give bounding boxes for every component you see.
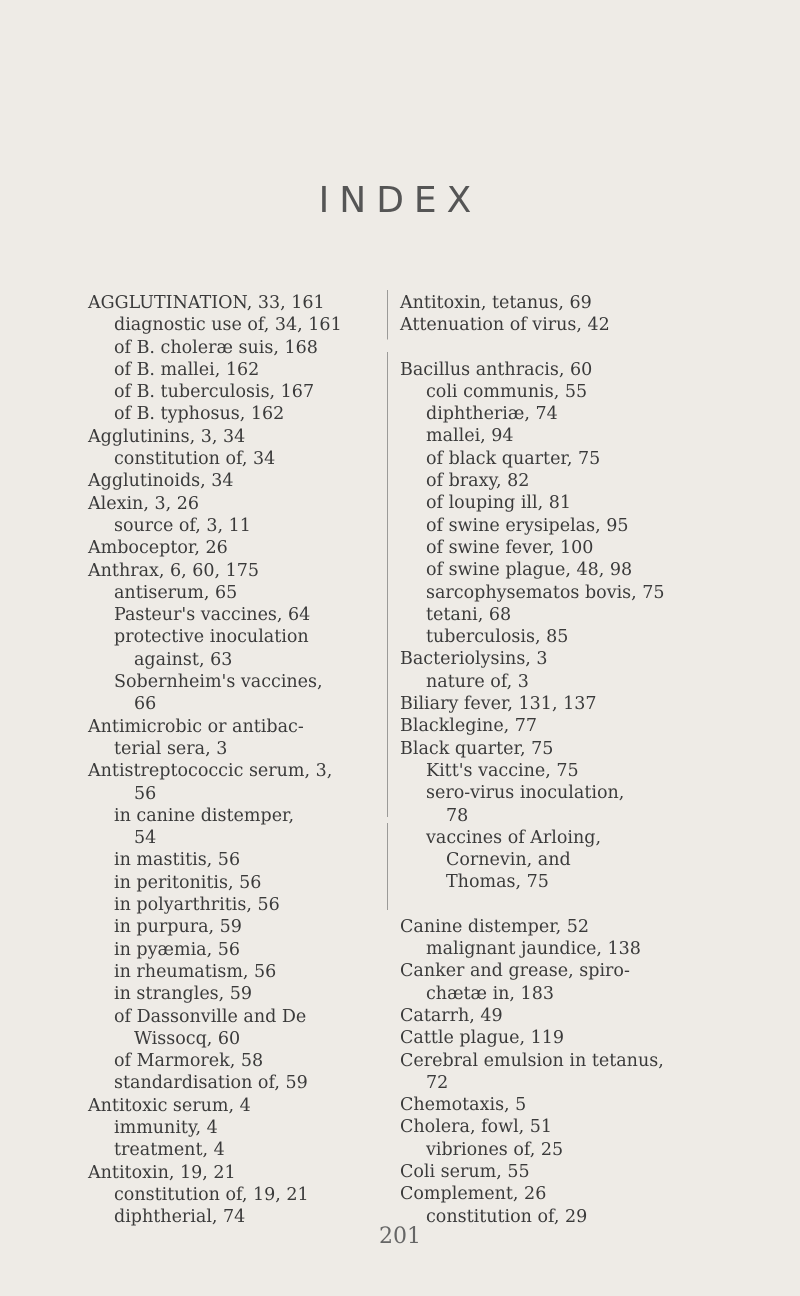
index-entry: Antitoxic serum, 4 bbox=[88, 1095, 251, 1116]
index-entry: malignant jaundice, 138 bbox=[426, 939, 641, 960]
index-entry: chætæ in, 183 bbox=[426, 983, 554, 1004]
index-entry: Bacillus anthracis, 60 bbox=[400, 359, 593, 380]
index-entry: Wissocq, 60 bbox=[134, 1028, 241, 1049]
index-entry: Antitoxin, tetanus, 69 bbox=[400, 293, 592, 313]
index-entry: of braxy, 82 bbox=[426, 471, 530, 492]
index-entry: of B. choleræ suis, 168 bbox=[114, 337, 318, 358]
index-entry: Sobernheim's vaccines, bbox=[114, 672, 323, 693]
index-entry: of swine erysipelas, 95 bbox=[426, 515, 629, 536]
index-entry: of swine fever, 100 bbox=[426, 537, 594, 558]
index-entry: nature of, 3 bbox=[426, 671, 529, 692]
index-entry: 78 bbox=[446, 805, 469, 826]
index-entry: in rheumatism, 56 bbox=[114, 961, 277, 982]
index-entry: Cerebral emulsion in tetanus, bbox=[400, 1050, 664, 1071]
index-entry: Alexin, 3, 26 bbox=[88, 493, 199, 514]
index-entry: Blacklegine, 77 bbox=[400, 716, 538, 737]
index-entry: constitution of, 29 bbox=[426, 1206, 588, 1227]
index-entry: Catarrh, 49 bbox=[400, 1005, 503, 1026]
index-entry: standardisation of, 59 bbox=[114, 1073, 308, 1094]
index-entry: diphtheriæ, 74 bbox=[426, 404, 558, 425]
index-entry: protective inoculation bbox=[114, 627, 309, 648]
index-entry: 56 bbox=[134, 783, 157, 804]
index-entry: Kitt's vaccine, 75 bbox=[426, 760, 579, 781]
index-entry: mallei, 94 bbox=[426, 426, 514, 447]
index-entry: in pyæmia, 56 bbox=[114, 939, 240, 960]
index-entry: Chemotaxis, 5 bbox=[400, 1095, 527, 1116]
index-entry: AGGLUTINATION, 33, 161 bbox=[88, 293, 325, 313]
spacer bbox=[400, 337, 740, 359]
index-column-right bbox=[400, 292, 740, 1228]
index-entry: in mastitis, 56 bbox=[114, 850, 241, 871]
page-title: INDEX bbox=[318, 180, 482, 221]
index-entry: coli communis, 55 bbox=[426, 381, 588, 402]
index-entry: in peritonitis, 56 bbox=[114, 872, 262, 893]
index-column-left bbox=[88, 292, 388, 1228]
index-entry: Canker and grease, spiro- bbox=[400, 961, 630, 982]
index-entry: source of, 3, 11 bbox=[114, 515, 251, 536]
index-entry: Biliary fever, 131, 137 bbox=[400, 694, 597, 715]
index-entry: Antimicrobic or antibac- bbox=[88, 716, 304, 737]
index-entry: Pasteur's vaccines, 64 bbox=[114, 605, 311, 626]
index-entry: Complement, 26 bbox=[400, 1184, 547, 1205]
index-entry: Attenuation of virus, 42 bbox=[400, 315, 610, 336]
index-entry: of B. mallei, 162 bbox=[114, 359, 260, 380]
index-entry: constitution of, 19, 21 bbox=[114, 1184, 309, 1205]
index-entry: terial sera, 3 bbox=[114, 738, 228, 759]
index-entry: Anthrax, 6, 60, 175 bbox=[88, 560, 260, 581]
index-entry: immunity, 4 bbox=[114, 1117, 218, 1138]
index-entry: Coli serum, 55 bbox=[400, 1161, 530, 1182]
index-entry: constitution of, 34 bbox=[114, 449, 276, 470]
index-entry: in polyarthritis, 56 bbox=[114, 895, 280, 916]
index-entry: of swine plague, 48, 98 bbox=[426, 560, 633, 581]
index-entry: Agglutinins, 3, 34 bbox=[88, 426, 246, 447]
spacer bbox=[400, 894, 740, 916]
index-entry: vaccines of Arloing, bbox=[426, 827, 602, 848]
index-entry: of Marmorek, 58 bbox=[114, 1051, 264, 1072]
index-entry: of black quarter, 75 bbox=[426, 448, 601, 469]
index-entry: of louping ill, 81 bbox=[426, 493, 571, 514]
index-entry: Thomas, 75 bbox=[446, 872, 549, 893]
index-entry: Cholera, fowl, 51 bbox=[400, 1117, 553, 1138]
index-entry: of B. tuberculosis, 167 bbox=[114, 382, 315, 403]
index-entry: 54 bbox=[134, 828, 157, 849]
index-entry: Black quarter, 75 bbox=[400, 738, 554, 759]
index-entry: Canine distemper, 52 bbox=[400, 916, 590, 937]
index-entry: sarcophysematos bovis, 75 bbox=[426, 582, 665, 603]
index-entry: diphtherial, 74 bbox=[114, 1207, 246, 1228]
index-entry: against, 63 bbox=[134, 649, 233, 670]
index-entry: in purpura, 59 bbox=[114, 917, 242, 938]
index-entry: Cattle plague, 119 bbox=[400, 1028, 564, 1049]
index-entry: Antistreptococcic serum, 3, bbox=[88, 761, 333, 782]
index-entry: tuberculosis, 85 bbox=[426, 627, 569, 648]
page-number: 201 bbox=[379, 1224, 421, 1249]
index-entry: vibriones of, 25 bbox=[426, 1139, 564, 1160]
index-entry: Bacteriolysins, 3 bbox=[400, 649, 548, 670]
index-entry: Amboceptor, 26 bbox=[88, 538, 228, 559]
index-entry: treatment, 4 bbox=[114, 1140, 225, 1161]
index-entry: 72 bbox=[426, 1072, 449, 1093]
index-entry: 66 bbox=[134, 694, 157, 715]
index-entry: tetani, 68 bbox=[426, 604, 512, 625]
index-entry: in canine distemper, bbox=[114, 805, 295, 826]
index-entry: of Dassonville and De bbox=[114, 1006, 307, 1027]
index-entry: Antitoxin, 19, 21 bbox=[88, 1162, 236, 1183]
index-entry: antiserum, 65 bbox=[114, 582, 238, 603]
column-divider bbox=[387, 290, 388, 910]
index-entry: Agglutinoids, 34 bbox=[88, 471, 234, 492]
index-entry: in strangles, 59 bbox=[114, 984, 253, 1005]
index-entry: Cornevin, and bbox=[446, 850, 571, 871]
index-entry: diagnostic use of, 34, 161 bbox=[114, 315, 342, 336]
index-entry: of B. typhosus, 162 bbox=[114, 404, 285, 425]
index-entry: sero-virus inoculation, bbox=[426, 783, 625, 804]
